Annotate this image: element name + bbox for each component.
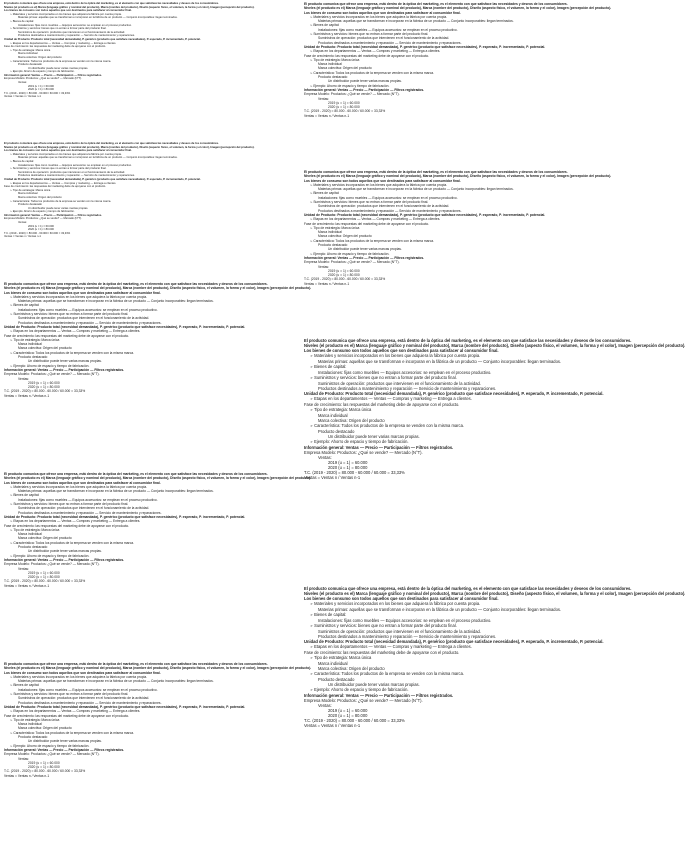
note-text: Materias primas: aquellas que se transforman e incorporan en la fábrica de un producto — Conjunto incorporables: llegan terminados. [18, 489, 214, 494]
note-text: Marca colectiva: Origen del producto [318, 666, 385, 671]
note-text: Fase de crecimiento: las respuestas del marketing debe de apoyarse con el producto. [304, 402, 460, 407]
note-text: Ventas: [18, 566, 29, 571]
note-text: Instalaciones: fijas como muebles — Equipos accesorios: se emplean en el proceso productivo. [18, 23, 132, 27]
note-text: Ventas = Ventas n / Ventas n-1 [304, 475, 361, 480]
note-text: Etapas en los departamentos — Ventas — Compras y marketing — Entrega a clientes. [314, 644, 472, 649]
note-text: Productos destinados a mantenimiento y reparación — Servicio de mantenimiento y reparaciones. [318, 40, 462, 45]
note-text: Materias primas: aquellas que se transforman e incorporan en la fábrica de un producto — Conjunto incorporables: llegan terminados. [318, 359, 562, 364]
note-text: T.C. (2019 - 2020) = 80.000 - 60.000 / 60.000 = 33,33% [4, 769, 86, 774]
note-text: Unidad de Producto: Producto total (necesidad demandada), P. genérico (producto que satisface necesidades), P. esperado, P. incrementado, P. potencial. [4, 37, 201, 41]
note-text: Unidad de Producto: Producto total (necesidad demandada), P. genérico (producto que satisface necesidades), P. esperado, P. incrementado, P. potencial. [304, 391, 604, 396]
note-text: Productos destinados a mantenimiento y reparación — Servicio de mantenimiento y reparaciones. [318, 386, 497, 391]
note-text: Empresa Modelo: Productos: ¿Qué se vende? — Mercado (N°T). [4, 372, 100, 377]
note-text: Marca individual [18, 342, 42, 347]
note-text: Unidad de Producto: Producto total (necesidad demandada), P. genérico (producto que satisface necesidades), P. esperado, P. incrementado, P. potencial. [4, 704, 246, 709]
note-text: Los bienes de consumo son todos aquellos que son destinados para satisfacer al consumidor final. [304, 178, 461, 183]
note-text: Etapas en los departamentos — Ventas — Compras y marketing — Entrega a clientes. [313, 49, 441, 54]
note-text: Característica: Todos los productos de la empresa se venden con la misma marca. [313, 238, 435, 243]
note-text: Etapas en los departamentos — Ventas — Compras y marketing — Entrega a clientes. [12, 181, 117, 185]
note-text: T.C. (2019 - 2020) = 80.000 - 60.000 / 60.000 = 33,33% [4, 389, 86, 394]
notes-block [304, 2, 612, 170]
note-text: Niveles (el producto es el) Marca (lenguaje gráfico y nominal del producto), Marca (nombre del producto), Diseño (aspecto físico, el volumen, la forma y el color), Imagen (percepción del producto). [4, 286, 312, 291]
note-text: Ventas: [18, 756, 29, 761]
note-text: Materias primas: aquellas que se transforman e incorporan en la fábrica de un producto — Conjunto incorporables: llegan terminados. [18, 679, 214, 684]
note-text: Productos destinados a mantenimiento y reparación — Servicio de mantenimiento y reparaciones. [18, 34, 135, 38]
note-text: 2019 (u = 1) = 60.000 [328, 100, 360, 105]
note-line [4, 774, 294, 778]
note-text: Suministros de operación: productos que intervienen en el funcionamiento de la actividad. [318, 381, 481, 386]
note-text: El producto comunica que ofrece una empresa, está dentro de la óptica del marketing, es el elemento con que satisface las necesidades y deseos de los consumidores. [304, 2, 568, 6]
note-text: Suministros y servicios: bienes que no entran a formar parte del producto final. [12, 27, 107, 31]
note-text: Suministros y servicios: bienes que no entran a formar parte del producto final. [13, 692, 129, 697]
note-text: Suministros de operación: productos que intervienen en el funcionamiento de la actividad. [18, 170, 125, 174]
note-text: Materiales y servicios incorporados en los bienes que adquiera la fábrica por cuenta propia. [13, 674, 148, 679]
note-text: Un distribuidor puede tener varias marcas propias. [28, 206, 89, 210]
note-text: Producto destacado [318, 243, 348, 248]
note-text: Los bienes de consumo son todos aquellos que son destinados para satisfacer al consumidor final. [4, 9, 132, 13]
note-text: Suministros de operación: productos que intervienen en el funcionamiento de la actividad. [318, 629, 481, 634]
note-text: 2019 (u = 1) = 60.000 [328, 460, 368, 465]
note-text: Producto destacado [18, 545, 48, 550]
note-text: Los bienes de consumo son todos aquellos que son destinados para satisfacer al consumidor final. [304, 348, 499, 353]
note-text: Ejemplo: Ahorro de espacio y tiempo de fabricación. [314, 687, 409, 692]
note-text: Materiales y servicios incorporados en los bienes que adquiera la fábrica por cuenta propia. [12, 12, 122, 16]
note-text: Bienes de capital: [314, 364, 347, 369]
note-text: Materias primas: aquellas que se transforman e incorporan en la fábrica de un producto — Conjunto incorporables: llegan terminados. [318, 607, 562, 612]
note-text: Marca colectiva: Origen del producto [318, 418, 385, 423]
note-text: Marca colectiva: Origen del producto [18, 536, 72, 541]
note-text: Etapas en los departamentos — Ventas — Compras y marketing — Entrega a clientes. [13, 329, 141, 334]
note-text: Un distribuidor puede tener varias marcas propias. [328, 79, 402, 84]
note-text: Característica: Todos los productos de la empresa se venden con la misma marca. [13, 730, 135, 735]
note-text: Instalaciones: fijas como muebles — Equipos accesorios: se emplean en el proceso productivo. [318, 27, 458, 32]
note-text: Etapas en los departamentos — Ventas — Compras y marketing — Entrega a clientes. [313, 217, 441, 222]
note-text: Suministros de operación: productos que intervienen en el funcionamiento de la actividad. [18, 316, 150, 321]
note-text: Empresa Modelo: Productos: ¿Qué se vende? — Mercado (N°T). [304, 92, 400, 97]
note-text: T.C. (2019 - 2020) = 80.000 - 60.000 / 60.000 = 33,33% [304, 718, 405, 723]
note-text: Información general: Ventas — Precio — Participación — Filtros registrados. [304, 255, 425, 260]
note-text: Unidad de Producto: Producto total (necesidad demandada), P. genérico (producto que satisface necesidades), P. esperado, P. incrementado, P. potencial. [4, 177, 201, 181]
note-text: Bienes de capital: [12, 19, 34, 23]
note-text: Información general: Ventas — Precio — Participación — Filtros registrados. [4, 367, 125, 372]
note-text: Marca colectiva: Origen del producto [18, 346, 72, 351]
note-text: Bienes de capital: [314, 612, 347, 617]
note-text: Suministros y servicios: bienes que no entran a formar parte del producto final. [13, 502, 129, 507]
note-text: 2020 (u = 1) = 80.000 [28, 575, 60, 580]
note-text: Suministros de operación: productos que intervienen en el funcionamiento de la actividad. [18, 506, 150, 511]
note-text: Ejemplo: Ahorro de espacio y tiempo de fabricación. [313, 251, 390, 256]
note-text: Producto destacado [18, 735, 48, 740]
note-text: Suministros y servicios: bienes que no entran a formar parte del producto final. [12, 167, 107, 171]
note-text: Ventas = Ventas n / Ventas n-1 [304, 723, 361, 728]
note-text: Ventas: [318, 264, 329, 269]
note-text: Característica: Todos los productos de la empresa se venden con la misma marca. [314, 671, 464, 676]
note-text: Fase de crecimiento: las respuestas del marketing debe de apoyarse con el producto. [304, 221, 430, 226]
notes-block [304, 338, 685, 586]
note-text: Materias primas: aquellas que se transforman e incorporan en la fábrica de un producto — Conjunto incorporables: llegan terminados. [318, 19, 514, 24]
note-text: Empresa Modelo: Productos: ¿Qué se vende? — Mercado (N°T). [4, 77, 82, 81]
note-text: Fase de crecimiento: las respuestas del marketing debe de apoyarse con el producto. [4, 333, 130, 338]
note-text: Bienes de capital: [313, 191, 340, 196]
note-text: Información general: Ventas — Precio — Participación — Filtros registrados. [4, 747, 125, 752]
note-text: T.C. (2019 - 2020) = 80.000 - 60.000 / 60.000 = 33,33% [304, 109, 386, 114]
note-text: Materiales y servicios incorporados en los bienes que adquiera la fábrica por cuenta propia. [13, 484, 148, 489]
note-text: Bienes de capital: [13, 493, 40, 498]
note-text: Suministros de operación: productos que intervienen en el funcionamiento de la actividad. [18, 696, 150, 701]
note-text: T.C. (2019 - 2020) = 80.000 - 60.000 / 60.000 = 33,33% [4, 91, 71, 95]
note-text: Ventas: [18, 376, 29, 381]
note-text: Fase de crecimiento: las respuestas del marketing debe de apoyarse con el producto. [4, 185, 107, 189]
note-text: Ventas: [318, 455, 332, 460]
note-text: Instalaciones: fijas como muebles — Equipos accesorios: se emplean en el proceso productivo. [18, 163, 132, 167]
note-text: Instalaciones: fijas como muebles — Equipos accesorios: se emplean en el proceso productivo. [18, 497, 158, 502]
note-text: Característica: Todos los productos de la empresa se venden con la misma marca. [13, 540, 135, 545]
note-line [4, 235, 294, 239]
note-line [304, 607, 594, 612]
note-text: Suministros y servicios: bienes que no entran a formar parte del producto final. [313, 32, 429, 37]
note-text: Marca individual [18, 52, 38, 56]
note-line [304, 723, 594, 728]
note-text: 2020 (u = 1) = 80.000 [328, 713, 368, 718]
note-text: Materiales y servicios incorporados en los bienes que adquiera la fábrica por cuenta propia. [313, 14, 448, 19]
note-text: Bienes de capital: [12, 159, 34, 163]
note-line [304, 359, 594, 364]
note-text: Un distribuidor puede tener varias marcas propias. [328, 247, 402, 252]
note-text: Unidad de Producto: Producto total (necesidad demandada), P. genérico (producto que satisface necesidades), P. esperado, P. incrementado, P. potencial. [304, 212, 546, 217]
note-text: El producto comunica que ofrece una empresa, está dentro de la óptica del marketing, es el elemento con que satisface las necesidades y deseos de los consumidores. [4, 142, 219, 145]
note-text: Bienes de capital: [13, 683, 40, 688]
note-text: Niveles (el producto es el) Marca (lenguaje gráfico y nominal del producto), Marca (nombre del producto), Diseño (aspecto físico, el volumen, la forma y el color), Imagen (percepción del producto). [304, 6, 612, 11]
note-text: Instalaciones: fijas como muebles — Equipos accesorios: se emplean en el proceso productivo. [18, 307, 158, 312]
note-text: Tipo de estrategia: Marca única [13, 337, 60, 342]
note-text: Productos destinados a mantenimiento y reparación — Servicio de mantenimiento y reparaciones. [318, 208, 462, 213]
note-text: Característica: Todos los productos de la empresa se venden con la misma marca. [13, 350, 135, 355]
note-text: T.C. (2019 - 2020) = 80.000 - 60.000 / 60.000 = 33,33% [4, 231, 71, 235]
note-text: Productos destinados a mantenimiento y reparación — Servicio de mantenimiento y reparaciones. [18, 510, 162, 515]
note-text: Unidad de Producto: Producto total (necesidad demandada), P. genérico (producto que satisface necesidades), P. esperado, P. incrementado, P. potencial. [304, 639, 604, 644]
note-text: El producto comunica que ofrece una empresa, está dentro de la óptica del marketing, es el elemento con que satisface las necesidades y deseos de los consumidores. [4, 472, 268, 476]
note-text: Ejemplo: Ahorro de espacio y tiempo de fabricación. [13, 553, 90, 558]
note-text: Ventas = Ventas n / Ventas n-1 [4, 583, 50, 588]
note-text: Característica: Todos los productos de la empresa se venden con la misma marca. [12, 199, 112, 203]
note-text: Instalaciones: fijas como muebles — Equipos accesorios: se emplean en el proceso productivo. [318, 370, 492, 375]
note-text: Producto destacado [318, 429, 355, 434]
note-text: Bienes de capital: [13, 303, 40, 308]
note-line [304, 282, 594, 286]
note-text: Niveles (el producto es el) Marca (lenguaje gráfico y nominal del producto), Marca (nombre del producto), Diseño (aspecto físico, el volumen, la forma y el color), Imagen (percepción del producto). [4, 145, 255, 149]
note-text: Suministros y servicios: bienes que no entran a formar parte del producto final. [314, 375, 457, 380]
note-text: Ventas = Ventas n / Ventas n-1 [4, 773, 50, 778]
note-text: Tipo de estrategia: Marca única [12, 48, 51, 52]
notes-block [304, 170, 612, 338]
note-text: Productos destinados a mantenimiento y reparación — Servicio de mantenimiento y reparaciones. [18, 174, 135, 178]
note-text: Suministros y servicios: bienes que no entran a formar parte del producto final. [314, 623, 457, 628]
note-text: 2019 (u = 1) = 60.000 [328, 708, 368, 713]
note-text: Unidad de Producto: Producto total (necesidad demandada), P. genérico (producto que satisface necesidades), P. esperado, P. incrementado, P. potencial. [4, 514, 246, 519]
note-text: Característica: Todos los productos de la empresa se venden con la misma marca. [313, 70, 435, 75]
note-text: Marca colectiva: Origen del producto [18, 726, 72, 731]
note-text: 2020 (u = 1) = 80.000 [28, 88, 54, 92]
note-text: Ejemplo: Ahorro de espacio y tiempo de fabricación. [314, 439, 409, 444]
note-text: T.C. (2019 - 2020) = 80.000 - 60.000 / 60.000 = 33,33% [304, 470, 405, 475]
note-text: Fase de crecimiento: las respuestas del marketing debe de apoyarse con el producto. [4, 523, 130, 528]
note-text: Etapas en los departamentos — Ventas — Compras y marketing — Entrega a clientes. [12, 41, 117, 45]
note-text: Unidad de Producto: Producto total (necesidad demandada), P. genérico (producto que satisface necesidades), P. esperado, P. incrementado, P. potencial. [4, 324, 246, 329]
note-text: Característica: Todos los productos de la empresa se venden con la misma marca. [314, 423, 464, 428]
note-text: Fase de crecimiento: las respuestas del marketing debe de apoyarse con el producto. [304, 650, 460, 655]
note-text: Etapas en los departamentos — Ventas — Compras y marketing — Entrega a clientes. [13, 519, 141, 524]
note-text: Materiales y servicios incorporados en los bienes que adquiera la fábrica por cuenta propia. [314, 353, 481, 358]
note-text: Suministros de operación: productos que intervienen en el funcionamiento de la actividad. [318, 36, 450, 41]
note-text: Información general: Ventas — Precio — Participación — Filtros registrados. [4, 73, 102, 77]
notes-block [304, 586, 685, 846]
note-text: Tipo de estrategia: Marca única [12, 188, 51, 192]
note-text: Los bienes de consumo son todos aquellos que son destinados para satisfacer al consumidor final. [4, 149, 132, 153]
note-text: Los bienes de consumo son todos aquellos que son destinados para satisfacer al consumidor final. [4, 670, 161, 675]
note-text: Un distribuidor puede tener varias marcas propias. [28, 739, 102, 744]
note-text: Bienes de capital: [313, 23, 340, 28]
note-text: Información general: Ventas — Precio — Participación — Filtros registrados. [4, 213, 102, 217]
note-text: Los bienes de consumo son todos aquellos que son destinados para satisfacer al consumidor final. [4, 480, 161, 485]
note-text: El producto comunica que ofrece una empresa, está dentro de la óptica del marketing, es el elemento con que satisface las necesidades y deseos de los consumidores. [4, 2, 219, 5]
notes-block [4, 662, 312, 846]
note-text: Ventas = Ventas n / Ventas n-1 [304, 281, 350, 286]
note-text: 2020 (u = 1) = 80.000 [328, 273, 360, 278]
note-text: Marca individual [18, 192, 38, 196]
note-text: El producto comunica que ofrece una empresa, está dentro de la óptica del marketing, es el elemento con que satisface las necesidades y deseos de los consumidores. [304, 170, 568, 174]
note-text: Un distribuidor puede tener varias marcas propias. [328, 682, 420, 687]
note-text: Marca colectiva: Origen del producto [18, 55, 62, 59]
note-text: Marca individual [318, 413, 348, 418]
note-text: Tipo de estrategia: Marca única [313, 57, 360, 62]
note-text: Fase de crecimiento: las respuestas del marketing debe de apoyarse con el producto. [4, 713, 130, 718]
note-text: Producto destacado [318, 75, 348, 80]
note-text: Materiales y servicios incorporados en los bienes que adquiera la fábrica por cuenta propia. [313, 182, 448, 187]
note-text: Instalaciones: fijas como muebles — Equipos accesorios: se emplean en el proceso productivo. [18, 687, 158, 692]
note-text: El producto comunica que ofrece una empresa, está dentro de la óptica del marketing, es el elemento con que satisface las necesidades y deseos de los consumidores. [304, 338, 632, 343]
note-text: Materiales y servicios incorporados en los bienes que adquiera la fábrica por cuenta propia. [12, 152, 122, 156]
note-text: Ejemplo: Ahorro de espacio y tiempo de fabricación. [13, 363, 90, 368]
note-text: Ejemplo: Ahorro de espacio y tiempo de fabricación. [12, 210, 75, 214]
note-text: Ventas = Ventas n / Ventas n-1 [4, 235, 41, 239]
note-text: T.C. (2019 - 2020) = 80.000 - 60.000 / 60.000 = 33,33% [4, 579, 86, 584]
note-text: Característica: Todos los productos de la empresa se venden con la misma marca. [12, 59, 112, 63]
note-text: Marca individual [18, 532, 42, 537]
note-text: Producto destacado [18, 203, 42, 207]
note-text: Los bienes de consumo son todos aquellos que son destinados para satisfacer al consumidor final. [304, 10, 461, 15]
note-line [304, 114, 594, 118]
note-text: Producto destacado [18, 355, 48, 360]
note-line [4, 95, 294, 99]
note-line [4, 394, 294, 398]
note-text: Empresa Modelo: Productos: ¿Qué se vende? — Mercado (N°T). [304, 698, 423, 703]
note-text: Niveles (el producto es el) Marca (lenguaje gráfico y nominal del producto), Marca (nombre del producto), Diseño (aspecto físico, el volumen, la forma y el color), Imagen (percepción del producto). [4, 476, 312, 481]
note-text: Productos destinados a mantenimiento y reparación — Servicio de mantenimiento y reparaciones. [18, 320, 162, 325]
note-text: T.C. (2019 - 2020) = 80.000 - 60.000 / 60.000 = 33,33% [304, 277, 386, 282]
note-text: Tipo de estrategia: Marca única [13, 717, 60, 722]
note-text: Empresa Modelo: Productos: ¿Qué se vende? — Mercado (N°T). [304, 260, 400, 265]
note-text: Niveles (el producto es el) Marca (lenguaje gráfico y nominal del producto), Marca (nombre del producto), Diseño (aspecto físico, el volumen, la forma y el color), Imagen (percepción del producto). [304, 343, 685, 348]
note-text: Marca individual [318, 230, 342, 235]
note-text: 2019 (u = 1) = 60.000 [28, 84, 54, 88]
note-text: Niveles (el producto es el) Marca (lenguaje gráfico y nominal del producto), Marca (nombre del producto), Diseño (aspecto físico, el volumen, la forma y el color), Imagen (percepción del producto). [304, 174, 612, 179]
note-text: Ejemplo: Ahorro de espacio y tiempo de fabricación. [313, 83, 390, 88]
note-text: 2020 (u = 1) = 80.000 [28, 765, 60, 770]
note-text: 2020 (u = 1) = 80.000 [28, 385, 60, 390]
note-text: Ventas: [18, 221, 27, 225]
note-text: Tipo de estrategia: Marca única [314, 655, 372, 660]
note-line [304, 475, 594, 480]
note-text: Empresa Modelo: Productos: ¿Qué se vende? — Mercado (N°T). [304, 450, 423, 455]
note-text: Información general: Ventas — Precio — Participación — Filtros registrados. [304, 693, 454, 698]
note-text: Ejemplo: Ahorro de espacio y tiempo de fabricación. [12, 70, 75, 74]
note-text: 2019 (u = 1) = 60.000 [28, 380, 60, 385]
note-text: Marca individual [318, 62, 342, 67]
note-text: El producto comunica que ofrece una empresa, está dentro de la óptica del marketing, es el elemento con que satisface las necesidades y deseos de los consumidores. [4, 282, 268, 286]
note-text: Suministros de operación: productos que intervienen en el funcionamiento de la actividad. [18, 30, 125, 34]
note-text: El producto comunica que ofrece una empresa, está dentro de la óptica del marketing, es el elemento con que satisface las necesidades y deseos de los consumidores. [4, 662, 268, 666]
note-text: Niveles (el producto es el) Marca (lenguaje gráfico y nominal del producto), Marca (nombre del producto), Diseño (aspecto físico, el volumen, la forma y el color), Imagen (percepción del producto). [4, 5, 255, 9]
note-text: Suministros y servicios: bienes que no entran a formar parte del producto final. [313, 200, 429, 205]
note-text: Niveles (el producto es el) Marca (lenguaje gráfico y nominal del producto), Marca (nombre del producto), Diseño (aspecto físico, el volumen, la forma y el color), Imagen (percepción del producto). [4, 666, 312, 671]
note-text: Un distribuidor puede tener varias marcas propias. [28, 66, 89, 70]
note-text: Materias primas: aquellas que se transforman e incorporan en la fábrica de un producto — Conjunto incorporables: llegan terminados. [18, 299, 214, 304]
note-text: El producto comunica que ofrece una empresa, está dentro de la óptica del marketing, es el elemento con que satisface las necesidades y deseos de los consumidores. [304, 586, 632, 591]
note-text: Fase de crecimiento: las respuestas del marketing debe de apoyarse con el producto. [4, 45, 107, 49]
note-text: Suministros de operación: productos que intervienen en el funcionamiento de la actividad. [318, 204, 450, 209]
note-text: Empresa Modelo: Productos: ¿Qué se vende? — Mercado (N°T). [4, 217, 82, 221]
note-text: Ventas = Ventas n / Ventas n-1 [4, 95, 41, 99]
note-text: Instalaciones: fijas como muebles — Equipos accesorios: se emplean en el proceso productivo. [318, 195, 458, 200]
note-text: Información general: Ventas — Precio — Participación — Filtros registrados. [304, 445, 454, 450]
notes-block [4, 282, 312, 472]
note-text: 2020 (u = 1) = 80.000 [328, 465, 368, 470]
note-text: Un distribuidor puede tener varias marcas propias. [28, 549, 102, 554]
note-text: Ventas = Ventas n / Ventas n-1 [4, 393, 50, 398]
note-text: Tipo de estrategia: Marca única [314, 407, 372, 412]
notes-block [4, 472, 312, 662]
note-text: Información general: Ventas — Precio — Participación — Filtros registrados. [4, 557, 125, 562]
note-text: Marca individual [318, 661, 348, 666]
note-text: 2019 (u = 1) = 60.000 [328, 268, 360, 273]
note-text: 2019 (u = 1) = 60.000 [28, 224, 54, 228]
note-text: Un distribuidor puede tener varias marcas propias. [328, 434, 420, 439]
note-text: Empresa Modelo: Productos: ¿Qué se vende? — Mercado (N°T). [4, 752, 100, 757]
note-text: Instalaciones: fijas como muebles — Equipos accesorios: se emplean en el proceso productivo. [318, 618, 492, 623]
note-text: Ventas: [18, 81, 27, 85]
note-text: Niveles (el producto es el) Marca (lenguaje gráfico y nominal del producto), Marca (nombre del producto), Diseño (aspecto físico, el volumen, la forma y el color), Imagen (percepción del producto). [304, 591, 685, 596]
note-text: Producto destacado [318, 677, 355, 682]
note-text: Suministros y servicios: bienes que no entran a formar parte del producto final. [13, 312, 129, 317]
note-text: Ventas: [318, 703, 332, 708]
note-text: Los bienes de consumo son todos aquellos que son destinados para satisfacer al consumidor final. [304, 596, 499, 601]
notes-block [4, 2, 294, 144]
note-text: Un distribuidor puede tener varias marcas propias. [28, 359, 102, 364]
note-text: Tipo de estrategia: Marca única [13, 527, 60, 532]
note-text: Productos destinados a mantenimiento y reparación — Servicio de mantenimiento y reparaciones. [18, 700, 162, 705]
note-text: Marca colectiva: Origen del producto [318, 234, 372, 239]
note-text: Los bienes de consumo son todos aquellos que son destinados para satisfacer al consumidor final. [4, 290, 161, 295]
note-text: Ventas = Ventas n / Ventas n-1 [304, 113, 350, 118]
note-text: Ventas: [318, 96, 329, 101]
note-text: Materiales y servicios incorporados en los bienes que adquiera la fábrica por cuenta propia. [314, 601, 481, 606]
note-text: Materiales y servicios incorporados en los bienes que adquiera la fábrica por cuenta propia. [13, 294, 148, 299]
note-text: Marca individual [18, 722, 42, 727]
note-text: 2019 (u = 1) = 60.000 [28, 760, 60, 765]
note-line [4, 584, 294, 588]
note-text: 2020 (u = 1) = 80.000 [328, 105, 360, 110]
note-text: Productos destinados a mantenimiento y reparación — Servicio de mantenimiento y reparaciones. [318, 634, 497, 639]
note-text: Información general: Ventas — Precio — Participación — Filtros registrados. [304, 87, 425, 92]
note-text: Empresa Modelo: Productos: ¿Qué se vende? — Mercado (N°T). [4, 562, 100, 567]
note-text: Etapas en los departamentos — Ventas — Compras y marketing — Entrega a clientes. [314, 396, 472, 401]
notes-block [4, 142, 294, 282]
note-text: Etapas en los departamentos — Ventas — Compras y marketing — Entrega a clientes. [13, 709, 141, 714]
note-text: Marca colectiva: Origen del producto [318, 66, 372, 71]
note-text: Producto destacado [18, 63, 42, 67]
note-text: 2020 (u = 1) = 80.000 [28, 228, 54, 232]
note-text: Unidad de Producto: Producto total (necesidad demandada), P. genérico (producto que satisface necesidades), P. esperado, P. incrementado, P. potencial. [304, 44, 546, 49]
note-text: Fase de crecimiento: las respuestas del marketing debe de apoyarse con el producto. [304, 53, 430, 58]
note-text: Materias primas: aquellas que se transforman e incorporan en la fábrica de un producto — Conjunto incorporables: llegan terminados. [18, 16, 178, 20]
note-text: Marca colectiva: Origen del producto [18, 195, 62, 199]
note-text: Ejemplo: Ahorro de espacio y tiempo de fabricación. [13, 743, 90, 748]
note-text: Materias primas: aquellas que se transforman e incorporan en la fábrica de un producto — Conjunto incorporables: llegan terminados. [18, 156, 178, 160]
note-text: Materias primas: aquellas que se transforman e incorporan en la fábrica de un producto — Conjunto incorporables: llegan terminados. [318, 187, 514, 192]
note-text: Tipo de estrategia: Marca única [313, 225, 360, 230]
note-text: 2019 (u = 1) = 60.000 [28, 570, 60, 575]
